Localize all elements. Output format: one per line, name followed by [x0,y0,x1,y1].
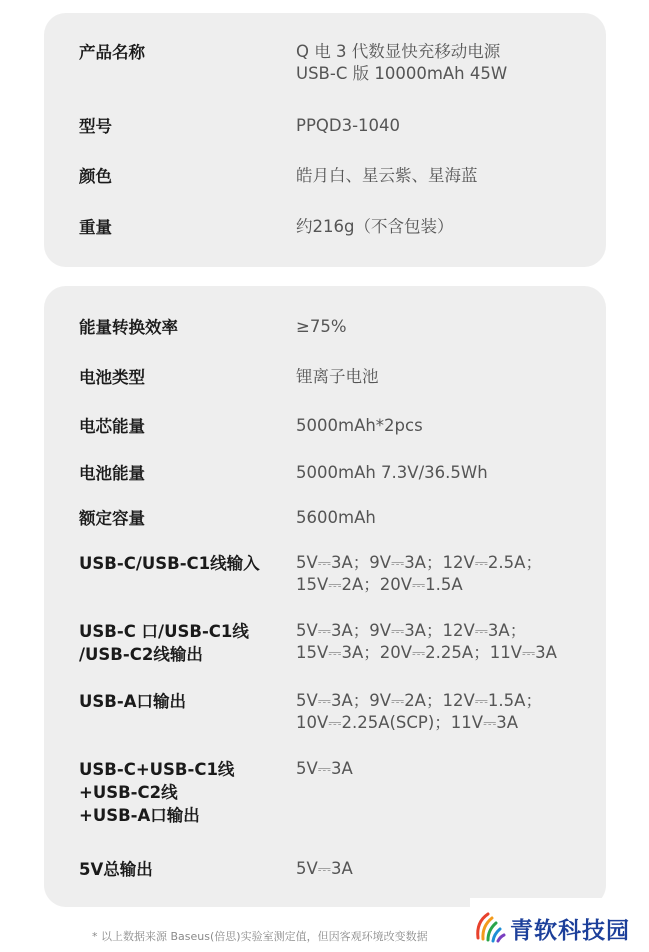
spec-value: 锂离子电池 [296,367,379,386]
watermark [470,898,649,952]
spec-label: 重量 [79,218,112,237]
data-source-footnote: * 以上数据来源 Baseus(倍思)实验室测定值，但因客观环境改变数据 [92,930,428,943]
spec-value: Q 电 3 代数显快充移动电源 USB-C 版 10000mAh 45W [296,42,508,83]
spec-value: 5600mAh [296,508,376,527]
spec-label: 型号 [79,117,112,136]
basic-info-card [44,13,606,267]
spec-label: 5V总输出 [79,860,153,879]
spec-label: 产品名称 [79,43,145,62]
spec-value: 5V⎓3A；9V⎓2A；12V⎓1.5A； 10V⎓2.25A(SCP)；11V⎓3A [296,691,542,732]
spec-label: 电池能量 [79,464,145,483]
spec-value: 5V⎓3A；9V⎓3A；12V⎓3A； 15V⎓3A；20V⎓2.25A；11V⎓3A [296,621,557,662]
spec-value: 约216g（不含包装） [296,217,454,236]
spec-label: USB-C 口/USB-C1线 /USB-C2线输出 [79,622,249,664]
spec-value: 5V⎓3A [296,759,353,778]
spec-label: 能量转换效率 [79,318,178,337]
spec-label: USB-C+USB-C1线 +USB-C2线 +USB-A口输出 [79,760,235,825]
spec-label: 电池类型 [79,368,145,387]
spec-value: ≥75% [296,317,347,336]
watermark-logo-icon [472,908,508,948]
spec-value: 5000mAh 7.3V/36.5Wh [296,463,488,482]
spec-value: 皓月白、星云紫、星海蓝 [296,166,478,185]
watermark-text: 青软科技园 [510,918,630,944]
electrical-spec-card [44,286,606,907]
spec-label: 颜色 [79,167,112,186]
spec-label: USB-A口输出 [79,692,186,711]
spec-value: PPQD3-1040 [296,116,401,135]
spec-label: 额定容量 [79,509,145,528]
spec-label: USB-C/USB-C1线输入 [79,554,260,573]
spec-value: 5V⎓3A；9V⎓3A；12V⎓2.5A； 15V⎓2A；20V⎓1.5A [296,553,542,594]
spec-value: 5000mAh*2pcs [296,416,423,435]
spec-label: 电芯能量 [79,417,145,436]
spec-value: 5V⎓3A [296,859,353,878]
